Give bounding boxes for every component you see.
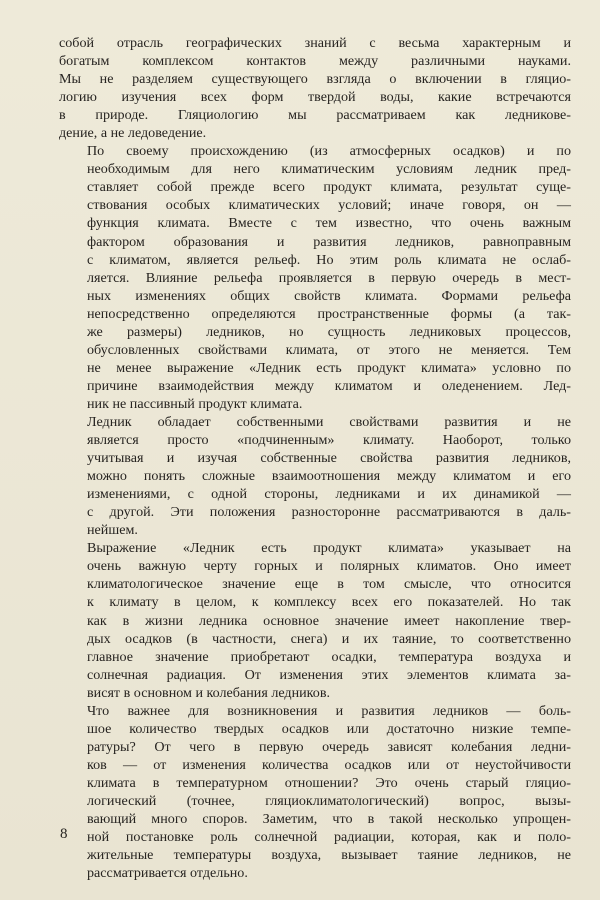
- text-line: дение, а не ледоведение.: [59, 125, 207, 142]
- text-line: изменениями, с одной стороны, ледниками и их динамикой —: [87, 486, 571, 503]
- paragraph: [59, 413, 571, 539]
- text-line: непосредственно определяются пространственные формы (а так-: [87, 305, 571, 322]
- text-line: По своему происхождению (из атмосферных осадков) и по: [87, 143, 571, 160]
- text-line: можно понять сложные взаимоотношения между климатом и его: [87, 468, 571, 485]
- text-line: климата в температурном отношении? Это очень старый гляцио-: [87, 774, 571, 791]
- text-line: учитывая и изучая собственные свойства развития ледников,: [87, 450, 571, 467]
- text-line: с климатом, является рельеф. Но этим роль климата не ослаб-: [87, 251, 571, 268]
- paragraph: [59, 142, 571, 413]
- text-line: Ледник обладает собственными свойствами развития и не: [87, 413, 571, 430]
- text-line: в природе. Гляциологию мы рассматриваем как ледникове-: [59, 107, 571, 124]
- text-line: вающий много споров. Заметим, что в такой несколько упрощен-: [87, 811, 571, 828]
- text-line: обусловленных свойствами климата, от этого не меняется. Тем: [87, 341, 571, 358]
- text-line: шое количество твердых осадков или достаточно низкие темпе-: [87, 720, 571, 737]
- text-line: солнечная радиация. От изменения этих элементов климата за-: [87, 666, 571, 683]
- text-line: главное значение приобретают осадки, температура воздуха и: [87, 648, 571, 665]
- text-line: Что важнее для возникновения и развития ледников — боль-: [87, 702, 571, 719]
- text-line: с другой. Эти положения разносторонне рассматриваются в даль-: [87, 504, 571, 521]
- text-line: фактором образования и развития ледников, равноправным: [87, 233, 571, 250]
- text-line: Выражение «Ледник есть продукт климата» указывает на: [87, 540, 571, 557]
- text-line: климатологическое значение еще в том смысле, что относится: [87, 576, 571, 593]
- text-line: ствования особых климатических условий; иначе говоря, он —: [87, 197, 571, 214]
- text-line: не менее выражение «Ледник есть продукт климата» условно по: [87, 359, 571, 376]
- page-number: 8: [60, 826, 68, 842]
- text-line: к климату в целом, к комплексу всех его показателей. Но так: [87, 594, 571, 611]
- text-line: ной постановке роль солнечной радиации, которая, как и поло-: [87, 829, 571, 846]
- paragraph: [59, 539, 571, 701]
- text-line: ков — от изменения количества осадков или от неустойчивости: [87, 756, 571, 773]
- text-line: необходимым для него климатическим условиям ледник пред-: [87, 161, 571, 178]
- text-line: Мы не разделяем существующего взгляда о включении в гляцио-: [59, 71, 571, 88]
- text-line: ратуры? От чего в первую очередь зависят колебания ледни-: [87, 738, 571, 755]
- text-line: висят в основном и колебания ледников.: [87, 684, 331, 701]
- body-text: [59, 34, 571, 882]
- paragraph: [59, 34, 571, 142]
- text-line: богатым комплексом контактов между различными науками.: [59, 53, 571, 70]
- text-line: логию изучения всех форм твердой воды, какие встречаются: [59, 89, 571, 106]
- text-line: является просто «подчиненным» климату. Наоборот, только: [87, 432, 571, 449]
- paragraph: [59, 702, 571, 882]
- text-line: дых осадков (в частности, снега) и их таяние, то соответственно: [87, 630, 571, 647]
- text-line: ляется. Влияние рельефа проявляется в первую очередь в мест-: [87, 269, 571, 286]
- text-line: жительные температуры воздуха, вызывает таяние ледников, не: [87, 847, 571, 864]
- text-line: логический (точнее, гляциоклиматологический) вопрос, вызы-: [87, 792, 571, 809]
- text-line: же размеры) ледников, но сущность ледниковых процессов,: [87, 323, 571, 340]
- text-line: функция климата. Вместе с тем известно, что очень важным: [87, 215, 571, 232]
- text-line: ник не пассивный продукт климата.: [87, 395, 303, 412]
- text-line: ных изменениях общих свойств климата. Формами рельефа: [87, 287, 571, 304]
- text-line: причине взаимодействия между климатом и оледенением. Лед-: [87, 377, 571, 394]
- text-line: нейшем.: [87, 522, 138, 539]
- text-line: рассматривается отдельно.: [87, 865, 248, 882]
- text-line: как в жизни ледника основное значение имеет накопление твер-: [87, 612, 571, 629]
- text-line: очень важную черту горных и полярных климатов. Оно имеет: [87, 558, 571, 575]
- text-line: ставляет собой прежде всего продукт климата, результат суще-: [87, 179, 571, 196]
- text-line: собой отрасль географических знаний с весьма характерным и: [59, 35, 571, 51]
